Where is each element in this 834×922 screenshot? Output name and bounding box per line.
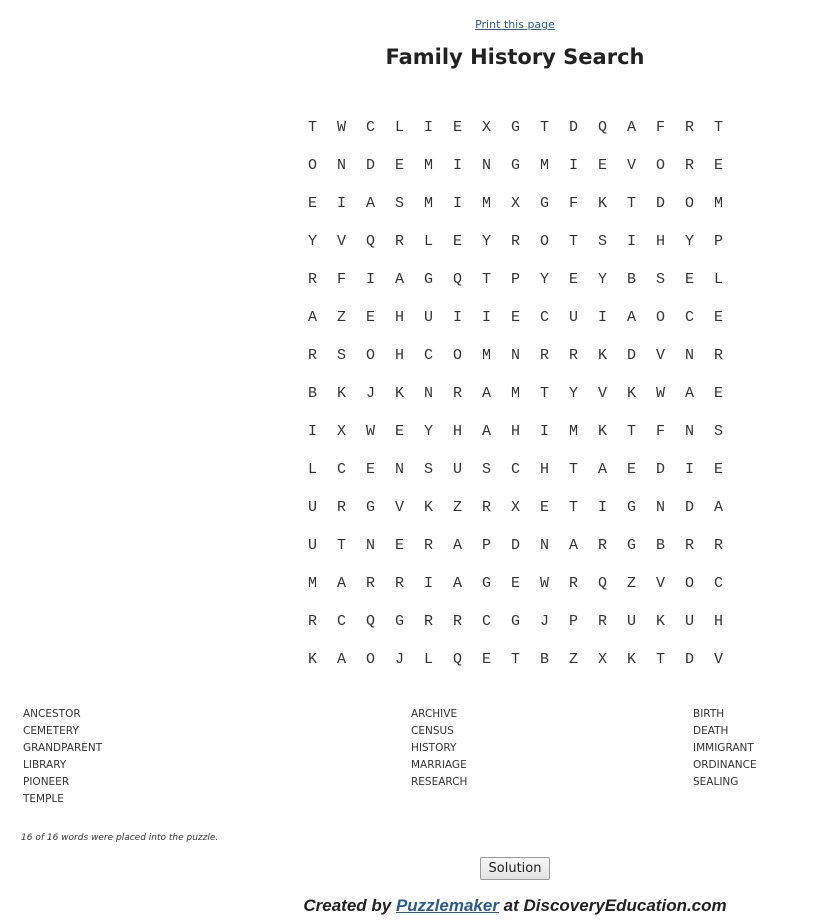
grid-letter: A [481, 423, 491, 440]
grid-letter: C [365, 119, 375, 136]
grid-letter: T [568, 233, 578, 250]
grid-letter: E [394, 157, 404, 174]
grid-letter: U [423, 309, 433, 326]
grid-letter: N [336, 157, 346, 174]
grid-letter: X [597, 651, 607, 668]
grid-letter: U [452, 461, 462, 478]
grid-letter: W [655, 385, 665, 402]
grid-letter: A [336, 651, 346, 668]
grid-letter: A [336, 575, 346, 592]
grid-letter: T [539, 119, 549, 136]
grid-letter: M [423, 157, 433, 174]
grid-row [298, 185, 733, 223]
grid-letter: A [307, 309, 317, 326]
grid-letter: R [394, 233, 404, 250]
grid-letter: R [684, 119, 694, 136]
grid-letter: M [423, 195, 433, 212]
grid-letter: C [539, 309, 549, 326]
word-list-item: ANCESTOR [23, 708, 81, 720]
grid-letter: R [336, 499, 346, 516]
grid-letter: W [539, 575, 549, 592]
grid-row [298, 641, 733, 679]
grid-letter: T [713, 119, 723, 136]
grid-letter: H [394, 347, 404, 364]
grid-letter: G [481, 575, 491, 592]
grid-letter: E [539, 499, 549, 516]
grid-letter: K [597, 195, 607, 212]
grid-letter: R [568, 347, 578, 364]
grid-letter: T [626, 195, 636, 212]
grid-letter: V [394, 499, 404, 516]
grid-letter: Y [423, 423, 433, 440]
grid-letter: F [336, 271, 346, 288]
grid-letter: K [655, 613, 665, 630]
page-title: Family History Search [385, 45, 645, 69]
word-list-item: BIRTH [693, 708, 725, 720]
grid-letter: K [597, 347, 607, 364]
grid-letter: J [394, 651, 404, 668]
grid-letter: K [423, 499, 433, 516]
word-list-item: CEMETERY [23, 725, 79, 737]
grid-letter: Z [568, 651, 578, 668]
grid-letter: H [452, 423, 462, 440]
grid-letter: G [539, 195, 549, 212]
grid-letter: B [655, 537, 665, 554]
grid-letter: O [365, 651, 375, 668]
grid-letter: I [452, 195, 462, 212]
grid-letter: E [713, 309, 723, 326]
grid-letter: T [336, 537, 346, 554]
grid-letter: A [568, 537, 578, 554]
grid-row [298, 223, 733, 261]
grid-letter: I [539, 423, 549, 440]
grid-letter: A [597, 461, 607, 478]
grid-row [298, 337, 733, 375]
grid-letter: A [365, 195, 375, 212]
grid-letter: L [307, 461, 317, 478]
grid-letter: R [452, 385, 462, 402]
grid-letter: I [626, 233, 636, 250]
grid-letter: K [597, 423, 607, 440]
grid-letter: I [452, 157, 462, 174]
grid-letter: B [626, 271, 636, 288]
grid-letter: A [481, 385, 491, 402]
grid-letter: D [510, 537, 520, 554]
grid-letter: O [365, 347, 375, 364]
grid-letter: L [713, 271, 723, 288]
grid-letter: H [539, 461, 549, 478]
grid-row [298, 261, 733, 299]
grid-letter: K [626, 385, 636, 402]
grid-letter: C [684, 309, 694, 326]
grid-letter: R [510, 233, 520, 250]
grid-letter: N [684, 347, 694, 364]
grid-letter: H [655, 233, 665, 250]
grid-letter: O [539, 233, 549, 250]
grid-letter: S [394, 195, 404, 212]
grid-letter: D [684, 651, 694, 668]
grid-letter: S [336, 347, 346, 364]
grid-letter: M [307, 575, 317, 592]
grid-letter: G [626, 537, 636, 554]
grid-letter: E [365, 309, 375, 326]
grid-letter: N [655, 499, 665, 516]
grid-letter: U [684, 613, 694, 630]
grid-letter: F [655, 423, 665, 440]
grid-letter: N [394, 461, 404, 478]
grid-letter: A [713, 499, 723, 516]
grid-letter: I [481, 309, 491, 326]
grid-letter: Q [597, 575, 607, 592]
word-list-item: CENSUS [411, 725, 454, 737]
grid-letter: R [307, 613, 317, 630]
grid-letter: X [510, 499, 520, 516]
grid-letter: E [597, 157, 607, 174]
grid-letter: I [336, 195, 346, 212]
grid-letter: G [626, 499, 636, 516]
grid-letter: E [394, 423, 404, 440]
grid-letter: R [713, 537, 723, 554]
grid-letter: Y [568, 385, 578, 402]
grid-letter: E [510, 309, 520, 326]
grid-letter: R [365, 575, 375, 592]
grid-letter: E [510, 575, 520, 592]
grid-letter: M [481, 347, 491, 364]
grid-letter: T [539, 385, 549, 402]
grid-letter: I [684, 461, 694, 478]
word-list-item: DEATH [693, 725, 729, 737]
grid-letter: U [307, 499, 317, 516]
grid-letter: R [597, 537, 607, 554]
grid-letter: R [539, 347, 549, 364]
grid-letter: I [597, 309, 607, 326]
grid-letter: P [713, 233, 723, 250]
grid-letter: P [481, 537, 491, 554]
grid-letter: Q [597, 119, 607, 136]
grid-letter: E [713, 157, 723, 174]
grid-letter: C [481, 613, 491, 630]
grid-letter: U [307, 537, 317, 554]
grid-letter: Y [597, 271, 607, 288]
grid-letter: Z [336, 309, 346, 326]
grid-letter: V [655, 347, 665, 364]
grid-letter: C [336, 461, 346, 478]
grid-letter: S [655, 271, 665, 288]
grid-row [298, 109, 733, 147]
grid-letter: Z [452, 499, 462, 516]
grid-letter: G [510, 613, 520, 630]
grid-letter: P [568, 613, 578, 630]
grid-row [298, 565, 733, 603]
grid-letter: M [510, 385, 520, 402]
grid-letter: S [713, 423, 723, 440]
grid-letter: B [307, 385, 317, 402]
grid-letter: D [568, 119, 578, 136]
grid-letter: C [423, 347, 433, 364]
grid-letter: U [568, 309, 578, 326]
grid-letter: T [307, 119, 317, 136]
grid-row [298, 603, 733, 641]
grid-letter: R [568, 575, 578, 592]
grid-letter: Q [365, 233, 375, 250]
grid-letter: R [452, 613, 462, 630]
grid-letter: E [713, 385, 723, 402]
grid-row [298, 413, 733, 451]
grid-letter: I [452, 309, 462, 326]
grid-letter: S [481, 461, 491, 478]
grid-letter: M [713, 195, 723, 212]
grid-row [298, 147, 733, 185]
grid-letter: A [394, 271, 404, 288]
grid-letter: S [597, 233, 607, 250]
grid-letter: R [423, 537, 433, 554]
grid-letter: K [394, 385, 404, 402]
grid-letter: K [307, 651, 317, 668]
puzzlemaker-link[interactable]: Puzzlemaker [395, 896, 499, 915]
grid-letter: E [394, 537, 404, 554]
grid-letter: I [423, 119, 433, 136]
grid-letter: V [597, 385, 607, 402]
grid-letter: Y [684, 233, 694, 250]
grid-row [298, 299, 733, 337]
grid-letter: A [626, 119, 636, 136]
word-list-item: ORDINANCE [693, 759, 757, 771]
grid-letter: A [452, 575, 462, 592]
grid-letter: V [713, 651, 723, 668]
grid-letter: T [510, 651, 520, 668]
word-list-item: RESEARCH [411, 776, 468, 788]
grid-letter: R [423, 613, 433, 630]
grid-letter: O [307, 157, 317, 174]
grid-letter: H [510, 423, 520, 440]
credit-line [0, 896, 834, 916]
grid-letter: O [684, 195, 694, 212]
grid-letter: Q [365, 613, 375, 630]
grid-letter: A [452, 537, 462, 554]
grid-letter: I [423, 575, 433, 592]
grid-letter: A [684, 385, 694, 402]
word-list-item: HISTORY [411, 742, 457, 754]
grid-letter: W [336, 119, 346, 136]
word-list-item: IMMIGRANT [693, 742, 754, 754]
grid-letter: F [655, 119, 665, 136]
grid-letter: D [655, 195, 665, 212]
grid-letter: I [365, 271, 375, 288]
words-placed-count: 16 of 16 words were placed into the puzzle. [21, 833, 219, 843]
grid-letter: I [307, 423, 317, 440]
grid-letter: X [336, 423, 346, 440]
grid-letter: Y [307, 233, 317, 250]
grid-letter: G [510, 119, 520, 136]
grid-letter: G [394, 613, 404, 630]
grid-letter: L [423, 651, 433, 668]
grid-letter: E [481, 651, 491, 668]
grid-letter: R [307, 271, 317, 288]
grid-letter: C [336, 613, 346, 630]
grid-letter: P [510, 271, 520, 288]
print-page-link[interactable]: Print this page [475, 18, 555, 31]
grid-letter: Q [452, 271, 462, 288]
grid-letter: N [539, 537, 549, 554]
grid-letter: N [481, 157, 491, 174]
grid-letter: R [684, 537, 694, 554]
grid-letter: I [568, 157, 578, 174]
grid-letter: D [365, 157, 375, 174]
grid-letter: E [307, 195, 317, 212]
grid-letter: D [626, 347, 636, 364]
grid-letter: D [684, 499, 694, 516]
word-list-item: SEALING [693, 776, 739, 788]
grid-letter: R [713, 347, 723, 364]
grid-letter: W [365, 423, 375, 440]
grid-letter: H [713, 613, 723, 630]
grid-letter: V [626, 157, 636, 174]
word-list-column-2 [411, 706, 467, 791]
grid-letter: M [539, 157, 549, 174]
grid-letter: G [510, 157, 520, 174]
grid-letter: R [394, 575, 404, 592]
word-list-column-1 [23, 706, 102, 808]
grid-letter: V [655, 575, 665, 592]
grid-row [298, 489, 733, 527]
grid-letter: G [365, 499, 375, 516]
grid-letter: U [626, 613, 636, 630]
word-list-column-3 [693, 706, 757, 791]
grid-letter: Y [539, 271, 549, 288]
grid-letter: S [423, 461, 433, 478]
grid-letter: E [452, 233, 462, 250]
grid-letter: C [510, 461, 520, 478]
grid-letter: T [626, 423, 636, 440]
grid-letter: O [452, 347, 462, 364]
grid-letter: N [423, 385, 433, 402]
grid-letter: Z [626, 575, 636, 592]
grid-letter: R [307, 347, 317, 364]
grid-letter: T [568, 499, 578, 516]
grid-letter: C [713, 575, 723, 592]
grid-letter: K [626, 651, 636, 668]
word-search-grid [298, 109, 733, 679]
credit-suffix: at DiscoveryEducation.com [498, 896, 727, 915]
grid-letter: T [568, 461, 578, 478]
grid-letter: L [394, 119, 404, 136]
grid-row [298, 527, 733, 565]
grid-letter: E [684, 271, 694, 288]
grid-letter: L [423, 233, 433, 250]
word-list-item: ARCHIVE [411, 708, 458, 720]
grid-letter: K [336, 385, 346, 402]
word-list-item: MARRIAGE [411, 759, 467, 771]
grid-letter: M [481, 195, 491, 212]
grid-letter: T [655, 651, 665, 668]
grid-letter: J [365, 385, 375, 402]
grid-letter: O [655, 157, 665, 174]
word-list-item: LIBRARY [23, 759, 67, 771]
grid-letter: Q [452, 651, 462, 668]
grid-letter: R [684, 157, 694, 174]
grid-letter: B [539, 651, 549, 668]
grid-letter: D [655, 461, 665, 478]
grid-row [298, 375, 733, 413]
word-list-item: GRANDPARENT [23, 742, 103, 754]
grid-row [298, 451, 733, 489]
grid-letter: E [365, 461, 375, 478]
grid-letter: N [510, 347, 520, 364]
grid-letter: T [481, 271, 491, 288]
grid-letter: X [510, 195, 520, 212]
solution-button[interactable]: Solution [480, 857, 550, 880]
word-list-item: PIONEER [23, 776, 70, 788]
grid-letter: N [365, 537, 375, 554]
grid-letter: O [684, 575, 694, 592]
grid-letter: H [394, 309, 404, 326]
grid-letter: A [626, 309, 636, 326]
grid-letter: N [684, 423, 694, 440]
credit-prefix: Created by [303, 896, 396, 915]
grid-letter: V [336, 233, 346, 250]
grid-letter: E [713, 461, 723, 478]
grid-letter: G [423, 271, 433, 288]
grid-letter: F [568, 195, 578, 212]
word-list-item: TEMPLE [23, 793, 64, 805]
grid-letter: Y [481, 233, 491, 250]
grid-letter: E [626, 461, 636, 478]
grid-letter: X [481, 119, 491, 136]
grid-letter: R [481, 499, 491, 516]
grid-letter: O [655, 309, 665, 326]
grid-letter: E [568, 271, 578, 288]
grid-letter: E [452, 119, 462, 136]
grid-letter: J [539, 613, 549, 630]
grid-letter: R [597, 613, 607, 630]
grid-letter: I [597, 499, 607, 516]
grid-letter: M [568, 423, 578, 440]
